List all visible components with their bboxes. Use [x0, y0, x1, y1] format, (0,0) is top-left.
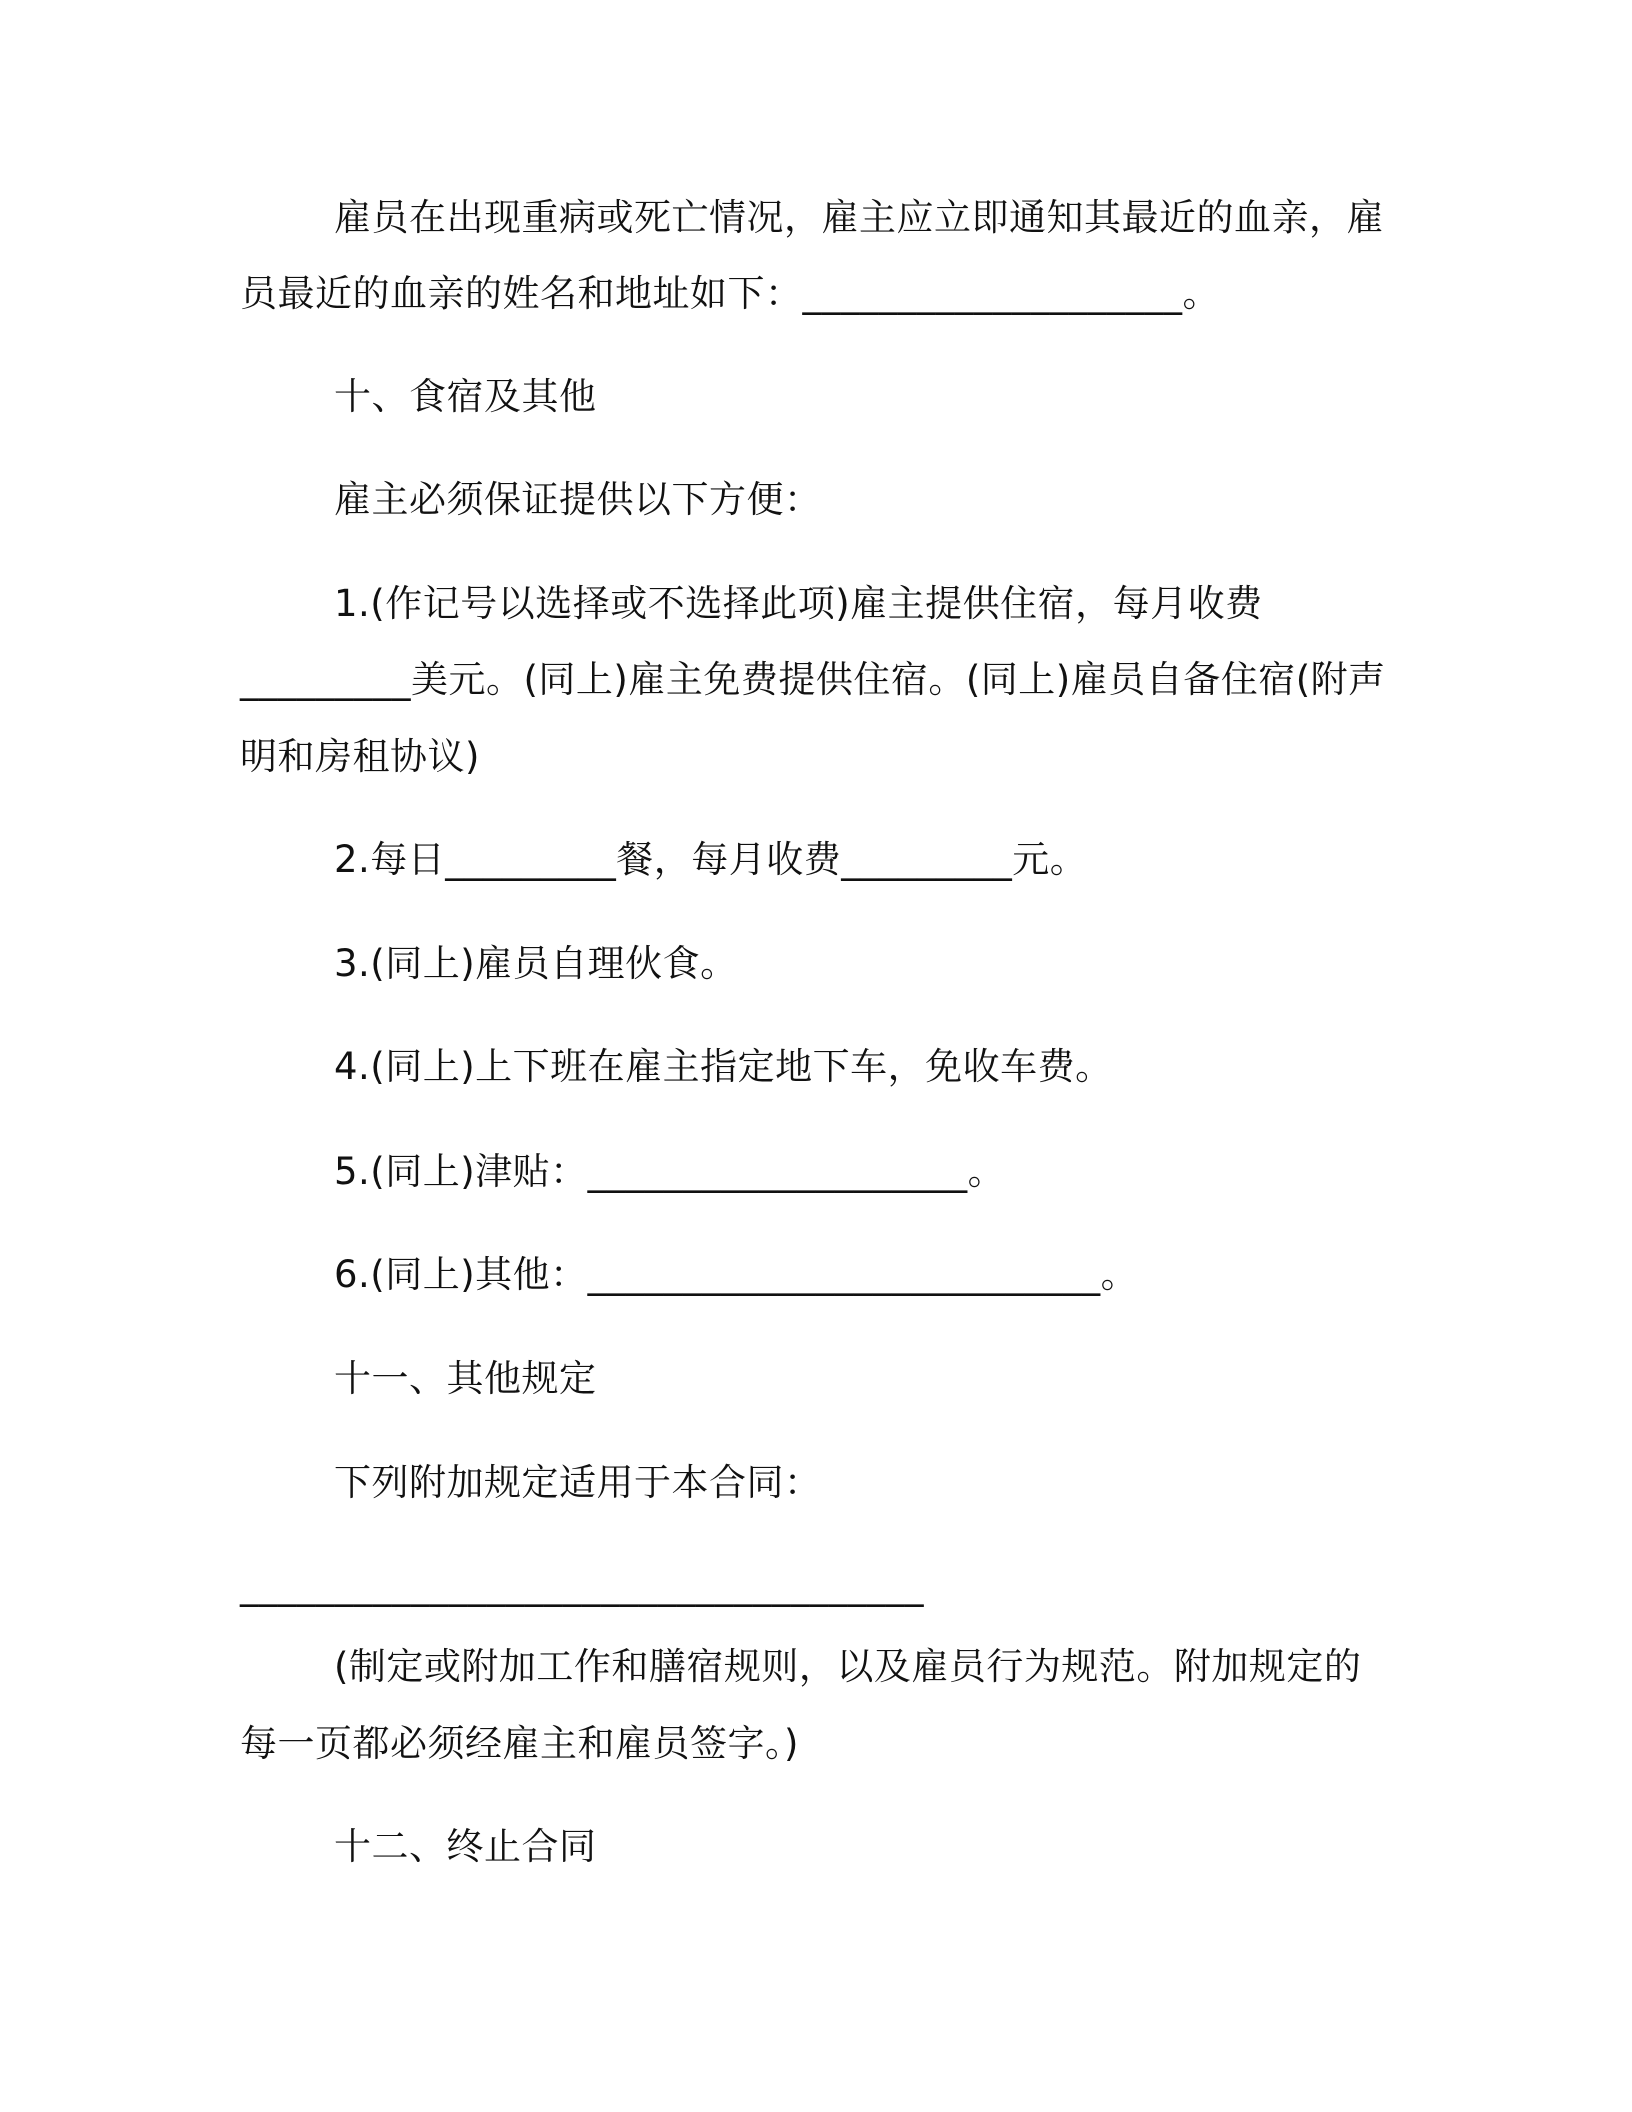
- blank-line: ____________________________________: [240, 1564, 924, 1607]
- list-item-3: 3.(同上)雇员自理伙食。: [334, 942, 738, 985]
- list-item-1-line-2: _________美元。(同上)雇主免费提供住宿。(同上)雇员自备住宿(附声: [240, 658, 1386, 701]
- list-item-4: 4.(同上)上下班在雇主指定地下车，免收车费。: [334, 1045, 1113, 1088]
- list-item-1-line-1: 1.(作记号以选择或不选择此项)雇主提供住宿，每月收费: [334, 582, 1263, 625]
- list-item-6: 6.(同上)其他：___________________________。: [334, 1253, 1139, 1296]
- paragraph-line-1: 雇员在出现重病或死亡情况，雇主应立即通知其最近的血亲，雇: [334, 196, 1384, 239]
- paragraph-line-4: 下列附加规定适用于本合同：: [334, 1461, 822, 1504]
- list-item-5: 5.(同上)津贴：____________________。: [334, 1150, 1006, 1193]
- paragraph-line-5: (制定或附加工作和膳宿规则，以及雇员行为规范。附加规定的: [334, 1645, 1362, 1688]
- section-heading-10: 十、食宿及其他: [334, 375, 597, 418]
- paragraph-line-3: 雇主必须保证提供以下方便：: [334, 478, 822, 521]
- list-item-1-line-3: 明和房租协议): [240, 735, 480, 778]
- section-heading-11: 十一、其他规定: [334, 1357, 597, 1400]
- section-heading-12: 十二、终止合同: [334, 1825, 597, 1868]
- list-item-2: 2.每日_________餐，每月收费_________元。: [334, 838, 1088, 881]
- paragraph-line-2: 员最近的血亲的姓名和地址如下：____________________。: [240, 272, 1220, 315]
- paragraph-line-6: 每一页都必须经雇主和雇员签字。): [240, 1722, 799, 1765]
